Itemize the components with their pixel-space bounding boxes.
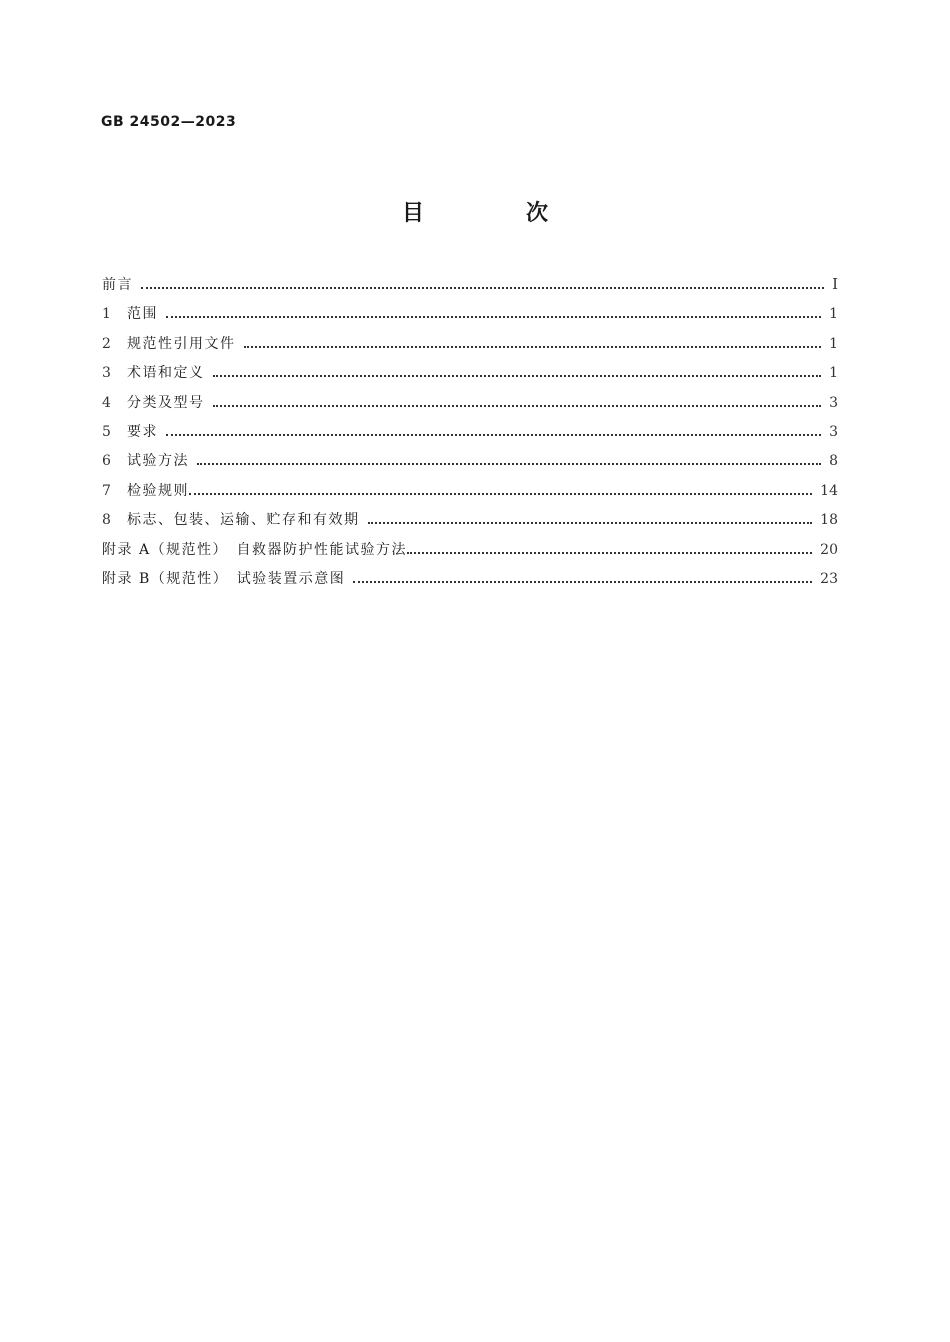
toc-entry-number: 3 xyxy=(102,365,111,382)
toc-entry-page: 1 xyxy=(829,306,838,323)
toc-entry-label: 前言 xyxy=(102,277,133,293)
toc-entry-page: I xyxy=(832,275,838,293)
toc-leader-dots xyxy=(353,581,812,583)
toc-entry-number: 8 xyxy=(102,512,111,529)
toc-leader-dots xyxy=(244,346,822,348)
table-of-contents xyxy=(102,274,838,597)
toc-entry-preface[interactable] xyxy=(102,274,838,303)
toc-entry-page: 1 xyxy=(829,365,838,382)
standard-code: GB 24502—2023 xyxy=(101,114,237,130)
toc-entry-number: 2 xyxy=(102,335,111,352)
toc-entry-2[interactable] xyxy=(102,333,838,362)
toc-entry-annex-b[interactable] xyxy=(102,568,838,597)
toc-entry-3[interactable] xyxy=(102,362,838,391)
toc-leader-dots xyxy=(407,552,812,554)
toc-entry-page: 23 xyxy=(820,570,838,587)
toc-entry-label: 试验方法 xyxy=(127,453,189,470)
toc-entry-number: 5 xyxy=(102,423,111,440)
toc-entry-page: 18 xyxy=(820,512,838,529)
toc-entry-7[interactable] xyxy=(102,480,838,509)
toc-leader-dots xyxy=(166,434,821,436)
toc-entry-label: 分类及型号 xyxy=(127,394,205,411)
toc-entry-label: 范围 xyxy=(127,306,158,323)
toc-entry-4[interactable] xyxy=(102,392,838,421)
toc-entry-6[interactable] xyxy=(102,450,838,479)
toc-entry-page: 1 xyxy=(829,335,838,352)
toc-leader-dots xyxy=(189,493,812,495)
toc-entry-page: 20 xyxy=(820,541,838,558)
page-title: 目 次 xyxy=(401,201,588,226)
toc-leader-dots xyxy=(368,522,813,524)
toc-entry-page: 3 xyxy=(829,394,838,411)
toc-leader-dots xyxy=(141,287,824,289)
toc-entry-label: 附录 A（规范性） 自救器防护性能试验方法 xyxy=(102,541,408,558)
toc-entry-annex-a[interactable] xyxy=(102,539,838,568)
toc-entry-page: 3 xyxy=(829,423,838,440)
toc-entry-number: 7 xyxy=(102,482,111,499)
toc-leader-dots xyxy=(166,316,821,318)
toc-entry-number: 6 xyxy=(102,453,111,470)
toc-entry-page: 14 xyxy=(820,482,838,499)
toc-leader-dots xyxy=(213,405,822,407)
toc-entry-8[interactable] xyxy=(102,509,838,538)
toc-leader-dots xyxy=(213,375,822,377)
toc-entry-5[interactable] xyxy=(102,421,838,450)
toc-entry-1[interactable] xyxy=(102,303,838,332)
toc-entry-label: 标志、包装、运输、贮存和有效期 xyxy=(127,512,360,529)
toc-entry-label: 附录 B（规范性） 试验装置示意图 xyxy=(102,570,346,587)
toc-entry-number: 1 xyxy=(102,306,111,323)
toc-entry-label: 检验规则 xyxy=(127,482,189,499)
toc-entry-page: 8 xyxy=(829,453,838,470)
toc-entry-label: 要求 xyxy=(127,423,158,440)
toc-entry-label: 规范性引用文件 xyxy=(127,335,236,352)
toc-entry-label: 术语和定义 xyxy=(127,365,205,382)
toc-entry-number: 4 xyxy=(102,394,111,411)
toc-leader-dots xyxy=(197,463,821,465)
